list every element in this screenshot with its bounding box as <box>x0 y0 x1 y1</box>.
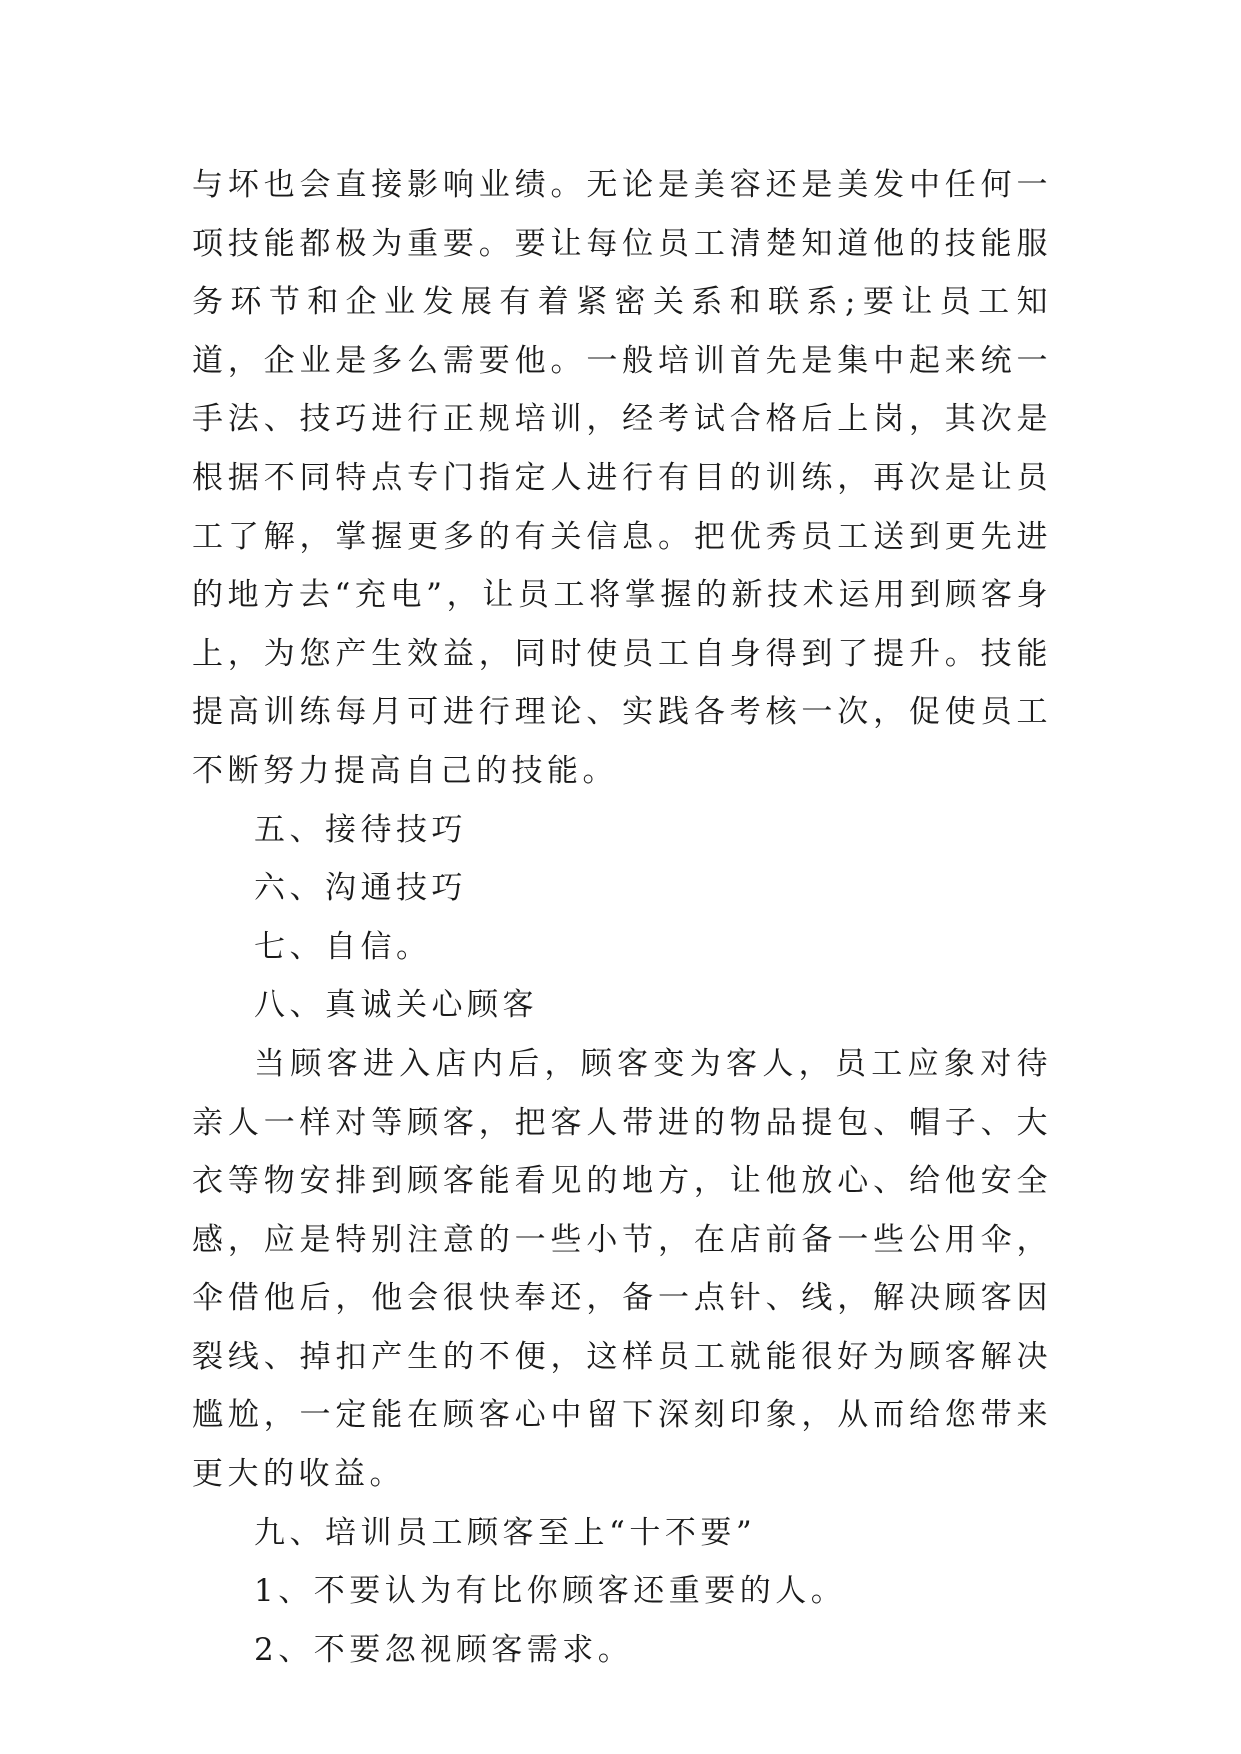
heading-confidence: 七、自信。 <box>254 928 432 965</box>
list-item-1: 1、不要认为有比你顾客还重要的人。 <box>254 1573 847 1610</box>
heading-care-for-customers: 八、真诚关心顾客 <box>254 987 538 1024</box>
heading-communication-skills: 六、沟通技巧 <box>254 870 467 907</box>
heading-ten-donts: 九、培训员工顾客至上“十不要” <box>254 1514 757 1551</box>
paragraph-customer-care: 当顾客进入店内后，顾客变为客人，员工应象对待亲人一样对等顾客，把客人带进的物品提包、帽子、大衣等物安排到顾客能看见的地方，让他放心、给他安全感，应是特别注意的一些小节，在店前备一些公用伞，伞借他后，他会很快奉还，备一点针、线，解决顾客因裂线、掉扣产生的不便，这样员工就能很好为顾客解决尴尬，一定能在顾客心中留下深刻印象，从而给您带来更大的收益。 <box>192 1045 1052 1493</box>
list-item-2: 2、不要忽视顾客需求。 <box>254 1631 634 1668</box>
document-body <box>192 156 1052 1679</box>
paragraph-skills-training: 与坏也会直接影响业绩。无论是美容还是美发中任何一项技能都极为重要。要让每位员工清楚知道他的技能服务环节和企业发展有着紧密关系和联系;要让员工知道，企业是多么需要他。一般培训首先是集中起来统一手法、技巧进行正规培训，经考试合格后上岗，其次是根据不同特点专门指定人进行有目的训练，再次是让员工了解，掌握更多的有关信息。把优秀员工送到更先进的地方去“充电”，让员工将掌握的新技术运用到顾客身上，为您产生效益，同时使员工自身得到了提升。技能提高训练每月可进行理论、实践各考核一次，促使员工不断努力提高自己的技能。 <box>192 167 1052 789</box>
heading-reception-skills: 五、接待技巧 <box>254 811 467 848</box>
